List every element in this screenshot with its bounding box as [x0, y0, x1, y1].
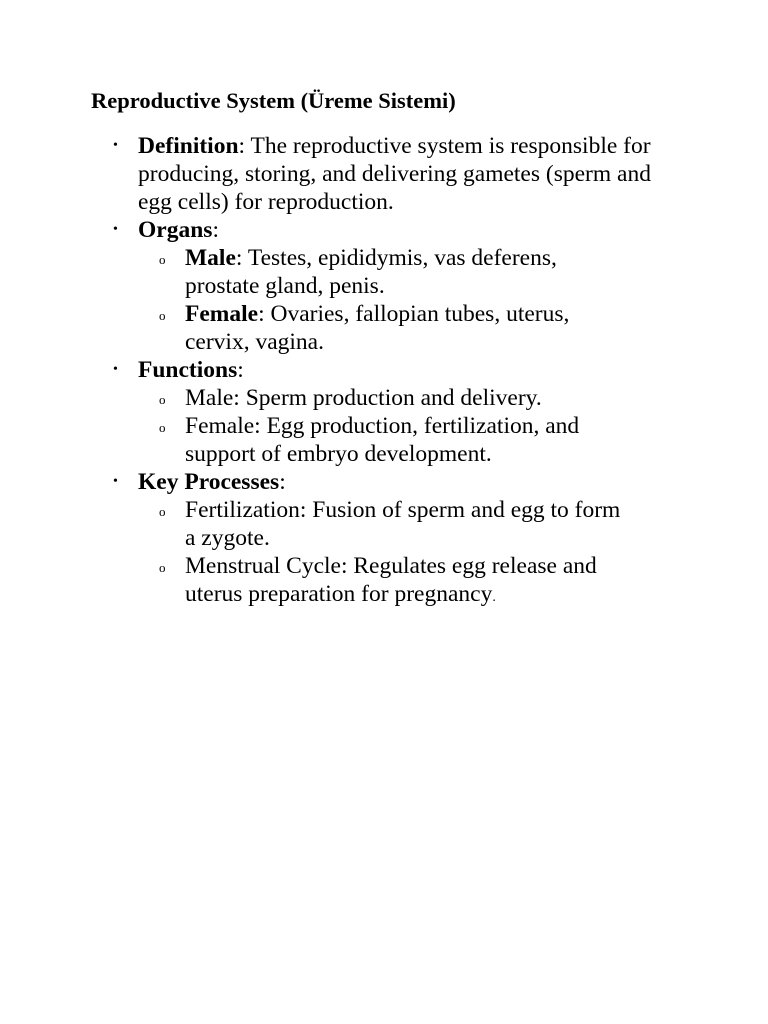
- functions-sub-list: [138, 384, 678, 468]
- sub-bullet-icon: o: [159, 560, 166, 575]
- key-processes-term: Key Processes: [138, 469, 280, 495]
- list-item-key-processes: [0, 468, 678, 612]
- bullet-icon: •: [113, 474, 118, 489]
- sub-bullet-icon: o: [159, 308, 166, 323]
- male-term: Male: [185, 245, 236, 271]
- organs-sub-list: [138, 244, 678, 356]
- list-item-definition: [0, 132, 678, 216]
- definition-term: Definition: [138, 133, 239, 159]
- functions-male-item: [138, 384, 630, 412]
- organs-female-item: [138, 300, 630, 356]
- functions-term: Functions: [138, 357, 238, 383]
- fertilization-text: Fertilization: Fusion of sperm and egg to form a zygote.: [185, 497, 621, 551]
- functions-male-text: Male: Sperm production and delivery.: [185, 385, 542, 411]
- definition-text: : The reproductive system is responsible for producing, storing, and delivering gametes (sperm and egg cells) for reproduction.: [138, 133, 651, 215]
- sub-bullet-icon: o: [159, 252, 166, 267]
- final-period: .: [492, 590, 496, 605]
- functions-colon: :: [237, 357, 244, 383]
- menstrual-cycle-item: [138, 552, 630, 612]
- male-text: : Testes, epididymis, vas deferens, prostate gland, penis.: [185, 245, 557, 299]
- bullet-icon: •: [113, 138, 118, 153]
- organs-term: Organs: [138, 217, 213, 243]
- female-term: Female: [185, 301, 259, 327]
- menstrual-cycle-text: Menstrual Cycle: Regulates egg release and uterus preparation for pregnancy: [185, 553, 597, 607]
- female-text: : Ovaries, fallopian tubes, uterus, cervix, vagina.: [185, 301, 570, 355]
- functions-female-text: Female: Egg production, fertilization, and support of embryo development.: [185, 413, 580, 467]
- list-item-organs: [0, 216, 678, 356]
- organs-male-item: [138, 244, 630, 300]
- main-bullet-list: [0, 132, 768, 612]
- fertilization-item: [138, 496, 630, 552]
- key-processes-sub-list: [138, 496, 678, 612]
- list-item-functions: [0, 356, 678, 468]
- sub-bullet-icon: o: [159, 420, 166, 435]
- document-title: Reproductive System (Üreme Sistemi): [91, 88, 456, 113]
- bullet-icon: •: [113, 222, 118, 237]
- functions-female-item: [138, 412, 630, 468]
- key-processes-colon: :: [279, 469, 286, 495]
- sub-bullet-icon: o: [159, 504, 166, 519]
- sub-bullet-icon: o: [159, 392, 166, 407]
- bullet-icon: •: [113, 362, 118, 377]
- organs-colon: :: [212, 217, 219, 243]
